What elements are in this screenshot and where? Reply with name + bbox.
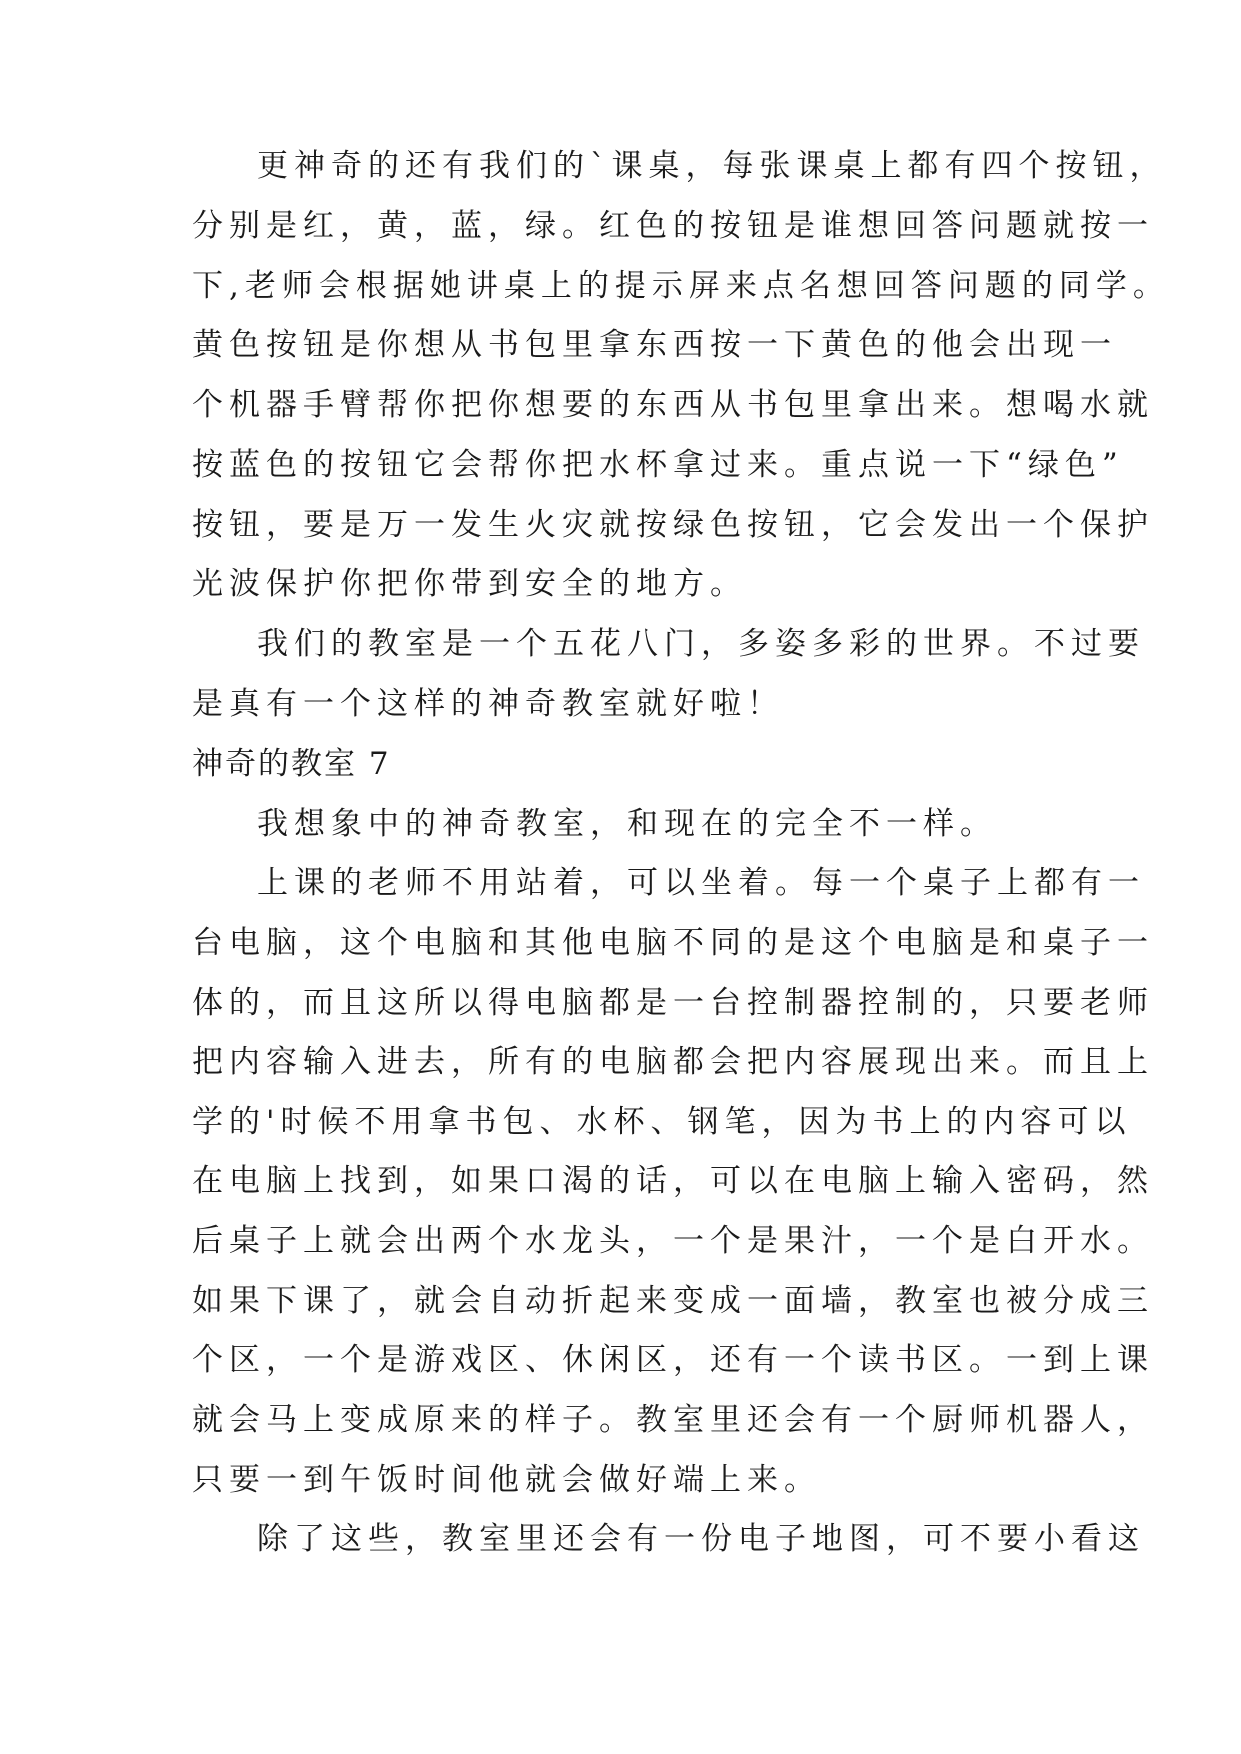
paragraph-line: 我想象中的神奇教室，和现在的完全不一样。 bbox=[257, 806, 997, 842]
paragraph-line: 体的，而且这所以得电脑都是一台控制器控制的，只要老师 bbox=[192, 985, 1154, 1021]
paragraph-line: 上课的老师不用站着，可以坐着。每一个桌子上都有一 bbox=[257, 865, 1145, 901]
paragraph-line: 除了这些，教室里还会有一份电子地图，可不要小看这 bbox=[257, 1521, 1145, 1557]
paragraph-line: 我们的教室是一个五花八门，多姿多彩的世界。不过要 bbox=[257, 626, 1145, 662]
paragraph-line: 学的'时候不用拿书包、水杯、钢笔，因为书上的内容可以 bbox=[192, 1104, 1132, 1140]
paragraph-line: 分别是红，黄，蓝，绿。红色的按钮是谁想回答问题就按一 bbox=[192, 208, 1154, 244]
paragraph-line: 下,老师会根据她讲桌上的提示屏来点名想回答问题的同学。 bbox=[192, 268, 1170, 304]
paragraph-line: 在电脑上找到，如果口渴的话，可以在电脑上输入密码，然 bbox=[192, 1163, 1154, 1199]
paragraph-line: 个机器手臂帮你把你想要的东西从书包里拿出来。想喝水就 bbox=[192, 387, 1154, 423]
paragraph-line: 光波保护你把你带到安全的地方。 bbox=[192, 566, 747, 602]
paragraph-line: 按钮，要是万一发生火灾就按绿色按钮，它会发出一个保护 bbox=[192, 507, 1154, 543]
paragraph-line: 更神奇的还有我们的`课桌，每张课桌上都有四个按钮， bbox=[257, 148, 1167, 184]
paragraph-line: 黄色按钮是你想从书包里拿东西按一下黄色的他会出现一 bbox=[192, 327, 1117, 363]
paragraph-line: 按蓝色的按钮它会帮你把水杯拿过来。重点说一下“绿色” bbox=[192, 447, 1124, 483]
paragraph-line: 台电脑，这个电脑和其他电脑不同的是这个电脑是和桌子一 bbox=[192, 925, 1154, 961]
section-heading: 神奇的教室 7 bbox=[192, 746, 391, 782]
paragraph-line: 是真有一个这样的神奇教室就好啦！ bbox=[192, 686, 784, 722]
paragraph-line: 就会马上变成原来的样子。教室里还会有一个厨师机器人， bbox=[192, 1402, 1154, 1438]
paragraph-line: 如果下课了，就会自动折起来变成一面墙，教室也被分成三 bbox=[192, 1283, 1154, 1319]
paragraph-line: 只要一到午饭时间他就会做好端上来。 bbox=[192, 1462, 821, 1498]
paragraph-line: 后桌子上就会出两个水龙头，一个是果汁，一个是白开水。 bbox=[192, 1223, 1154, 1259]
paragraph-line: 把内容输入进去，所有的电脑都会把内容展现出来。而且上 bbox=[192, 1044, 1154, 1080]
paragraph-line: 个区，一个是游戏区、休闲区，还有一个读书区。一到上课 bbox=[192, 1342, 1154, 1378]
